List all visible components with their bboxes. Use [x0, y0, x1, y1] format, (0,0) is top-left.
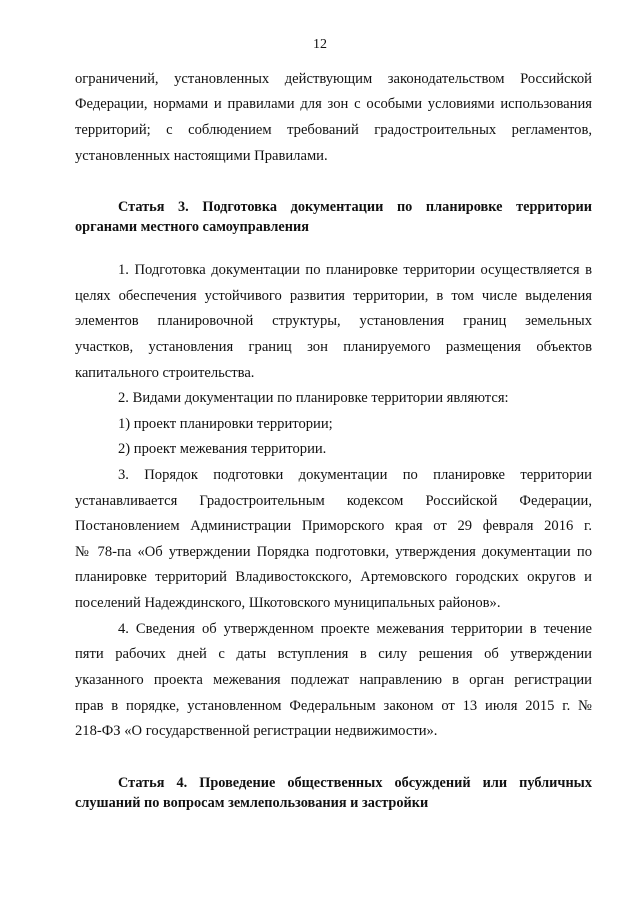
text-line: целях обеспечения устойчивого развития территории, в том числе выделения — [75, 288, 592, 304]
text-line: участков, установления границ зон планируемого размещения объектов — [75, 339, 592, 355]
text-line: 3. Порядок подготовки документации по планировке территории — [118, 467, 592, 483]
text-line: ограничений, установленных действующим законодательством Российской — [75, 71, 592, 87]
text-line: элементов планировочной структуры, установления границ земельных — [75, 313, 592, 329]
page-number: 12 — [313, 37, 327, 52]
text-line: 1. Подготовка документации по планировке территории осуществляется в — [118, 262, 592, 278]
text-line: 218-ФЗ «О государственной регистрации недвижимости». — [75, 723, 438, 739]
list-item-1: 1) проект планировки территории; — [118, 416, 333, 432]
text-line: установленных настоящими Правилами. — [75, 148, 328, 164]
heading-line: Статья 4. Проведение общественных обсуждений или публичных — [118, 775, 592, 791]
text-line: указанного проекта межевания подлежат направлению в орган регистрации — [75, 672, 592, 688]
text-line: Федерации, нормами и правилами для зон с особыми условиями использования — [75, 96, 592, 112]
text-line: устанавливается Градостроительным кодексом Российской Федерации, — [75, 493, 592, 509]
text-line: № 78-па «Об утверждении Порядка подготовки, утверждения документации по — [75, 544, 592, 560]
text-line: капитального строительства. — [75, 365, 255, 381]
text-line: планировке территорий Владивостокского, Артемовского городских округов и — [75, 569, 592, 585]
text-line: 4. Сведения об утвержденном проекте межевания территории в течение — [118, 621, 592, 637]
list-item-2: 2) проект межевания территории. — [118, 441, 327, 457]
text-line: прав в порядке, установленном Федеральным законом от 13 июля 2015 г. № — [75, 698, 592, 714]
article-3-paragraph-2: 2. Видами документации по планировке территории являются: — [118, 390, 509, 406]
heading-line: органами местного самоуправления — [75, 219, 309, 235]
text-line: поселений Надеждинского, Шкотовского муниципальных районов». — [75, 595, 501, 611]
heading-line: Статья 3. Подготовка документации по планировке территории — [118, 199, 592, 215]
heading-line: слушаний по вопросам землепользования и застройки — [75, 795, 429, 811]
text-line: Постановлением Администрации Приморского края от 29 февраля 2016 г. — [75, 518, 592, 534]
text-line: территорий; с соблюдением требований градостроительных регламентов, — [75, 122, 592, 138]
text-line: пяти рабочих дней с даты вступления в силу решения об утверждении — [75, 646, 592, 662]
